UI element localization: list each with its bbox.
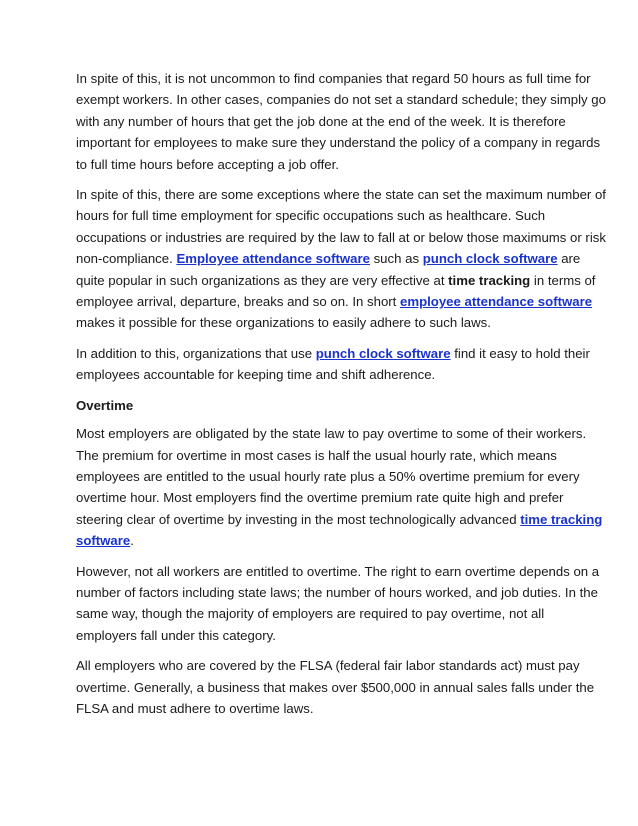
- link-time-tracking-software[interactable]: time tracking software: [76, 511, 603, 549]
- paragraph-text: .: [130, 533, 134, 549]
- paragraph-accountability: [76, 343, 606, 386]
- link-employee-attendance-software[interactable]: Employee attendance software: [176, 251, 370, 267]
- paragraph-exceptions: [76, 184, 606, 334]
- paragraph-overtime-entitlement: However, not all workers are entitled to overtime. The right to earn overtime depends on a number of factors including state laws; the number of hours worked, and job duties. In the same way, though the majority of employers are required to pay overtime, not all employers fall under this category.: [76, 563, 600, 643]
- paragraph-text: In addition to this, organizations that use: [76, 345, 316, 361]
- link-punch-clock-software[interactable]: punch clock software: [422, 251, 558, 267]
- paragraph-flsa: All employers who are covered by the FLSA (federal fair labor standards act) must pay overtime. Generally, a business that makes over $500,000 in annual sales falls under the FLSA and must adhere to overtime laws.: [76, 658, 595, 716]
- bold-time-tracking: time tracking: [448, 272, 531, 288]
- link-employee-attendance-software-2[interactable]: employee attendance software: [400, 294, 593, 310]
- paragraph-text: Most employers are obligated by the state law to pay overtime to some of their workers. The premium for overtime in most cases is half the usual hourly rate, which means employees are entitled to the usual hourly rate plus a 50% overtime premium for every overtime hour. Most employers find the overtime premium rate quite high and prefer steering clear of overtime by investing in the most technologically advanced: [76, 426, 587, 527]
- link-punch-clock-software-2[interactable]: punch clock software: [315, 345, 451, 361]
- paragraph-text: find it easy to hold their employees accountable for keeping time and shift adherence.: [76, 345, 590, 383]
- paragraph-text: such as: [369, 251, 423, 267]
- paragraph-text: in terms of employee arrival, departure, breaks and so on. In short: [76, 272, 596, 310]
- section-heading-overtime: Overtime: [76, 397, 134, 413]
- paragraph-text: are quite popular in such organizations as they are very effective at: [76, 251, 581, 288]
- paragraph-text: makes it possible for these organizations to easily adhere to such laws.: [76, 315, 491, 331]
- paragraph-full-time-policy: In spite of this, it is not uncommon to find companies that regard 50 hours as full time for exempt workers. In other cases, companies do not set a standard schedule; they simply go with any number of hours that get the job done at the end of the week. It is therefore important for employees to make sure they understand the policy of a company in regards to full time hours before accepting a job offer.: [76, 71, 606, 172]
- paragraph-overtime-obligation: [76, 423, 606, 551]
- paragraph-text: In spite of this, there are some exceptions where the state can set the maximum number of hours for full time employment for specific occupations such as healthcare. Such occupations or industries are required by the law to fall at or below those maximums or risk non-compliance.: [76, 187, 606, 267]
- document-page: [76, 68, 606, 728]
